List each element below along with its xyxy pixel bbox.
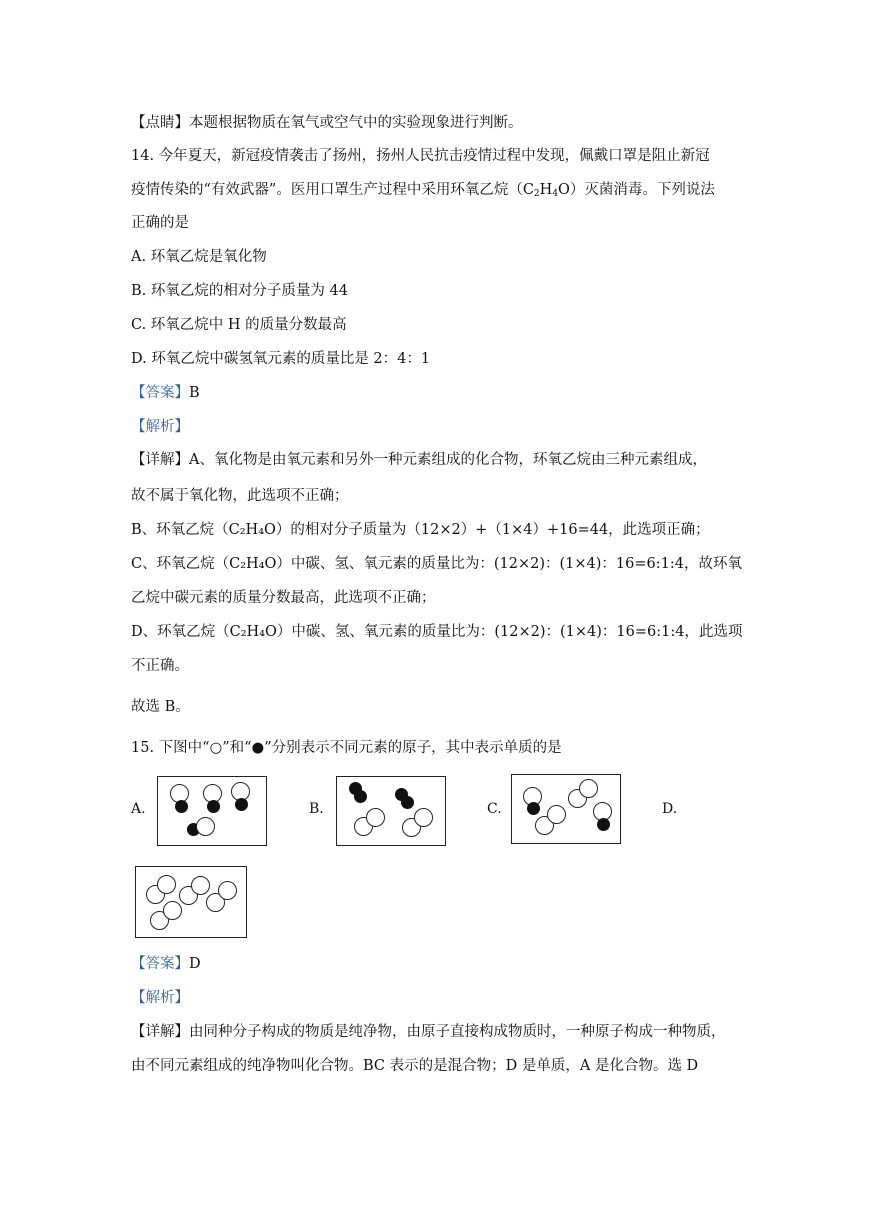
q15-label-a: A.	[131, 801, 146, 817]
q14-option-c: C. 环氧乙烷中 H 的质量分数最高	[131, 317, 347, 333]
black-atom-icon	[235, 798, 248, 811]
q15-label-b: B.	[309, 801, 324, 817]
q14-detail-line: D、环氧乙烷（C₂H₄O）中碳、氢、氧元素的质量比为：(12×2)：(1×4)：16=6:1:4，此选项	[131, 624, 743, 640]
q15-label-d: D.	[662, 801, 678, 817]
diagram-box-b	[336, 776, 446, 846]
black-atom-icon	[354, 790, 367, 803]
diagram-box-c	[511, 774, 621, 844]
white-atom-icon	[366, 808, 385, 827]
q14-conclusion: 故选 B。	[131, 699, 190, 715]
white-atom-icon	[191, 876, 210, 895]
q15-answer: 【答案】D	[131, 956, 201, 972]
q14-option-a: A. 环氧乙烷是氧化物	[131, 249, 267, 265]
q14-detail-line: 故不属于氧化物，此选项不正确；	[131, 488, 349, 504]
black-atom-icon	[207, 800, 220, 813]
q15-analysis-tag: 【解析】	[131, 990, 189, 1006]
white-atom-icon	[414, 808, 433, 827]
black-atom-icon	[527, 802, 540, 815]
q14-detail-line: 乙烷中碳元素的质量分数最高，此选项不正确；	[131, 590, 436, 606]
diagram-box-a	[157, 776, 267, 846]
q14-answer: 【答案】B	[131, 385, 200, 401]
white-atom-icon	[579, 779, 598, 798]
q15-label-c: C.	[487, 801, 502, 817]
white-atom-icon	[218, 881, 237, 900]
q14-stem-line-2: 疫情传染的“有效武器”。医用口罩生产过程中采用环氧乙烷$(C_2H_4O)$灭菌消毒。下列说法	[131, 182, 715, 199]
q14-stem-line-3: 正确的是	[131, 215, 189, 231]
q15-detail-line: 由不同元素组成的纯净物叫化合物。BC 表示的是混合物；D 是单质，A 是化合物。选 D	[131, 1058, 699, 1074]
q14-analysis-tag: 【解析】	[131, 419, 189, 435]
black-atom-icon	[401, 796, 414, 809]
diagram-box-d	[135, 866, 247, 938]
q14-detail-line: 不正确。	[131, 658, 189, 674]
black-atom-icon	[175, 800, 188, 813]
q14-detail-line: 【详解】A、氧化物是由氧元素和另外一种元素组成的化合物，环氧乙烷由三种元素组成，	[131, 452, 707, 468]
black-atom-icon	[597, 818, 610, 831]
q14-stem-line-1: 14. 今年夏天，新冠疫情袭击了扬州，扬州人民抗击疫情过程中发现，佩戴口罩是阻止新冠	[131, 148, 710, 164]
q14-option-b: B. 环氧乙烷的相对分子质量为 44	[131, 283, 348, 299]
white-atom-icon	[196, 817, 215, 836]
white-atom-icon	[163, 901, 182, 920]
q15-stem: 15. 下图中“○”和“●”分别表示不同元素的原子，其中表示单质的是	[131, 740, 562, 756]
white-atom-icon	[547, 805, 566, 824]
q15-detail-line: 【详解】由同种分子构成的物质是纯净物，由原子直接构成物质时，一种原子构成一种物质，	[131, 1024, 726, 1040]
q14-option-d: D. 环氧乙烷中碳氢氧元素的质量比是 2：4：1	[131, 351, 431, 367]
white-atom-icon	[157, 875, 176, 894]
note-line: 【点睛】本题根据物质在氧气或空气中的实验现象进行判断。	[131, 115, 523, 131]
q14-detail-line: C、环氧乙烷（C₂H₄O）中碳、氢、氧元素的质量比为：(12×2)：(1×4)：16=6:1:4，故环氧	[131, 556, 742, 572]
q14-detail-line: B、环氧乙烷（C₂H₄O）的相对分子质量为（12×2）+（1×4）+16=44，此选项正确；	[131, 522, 710, 538]
